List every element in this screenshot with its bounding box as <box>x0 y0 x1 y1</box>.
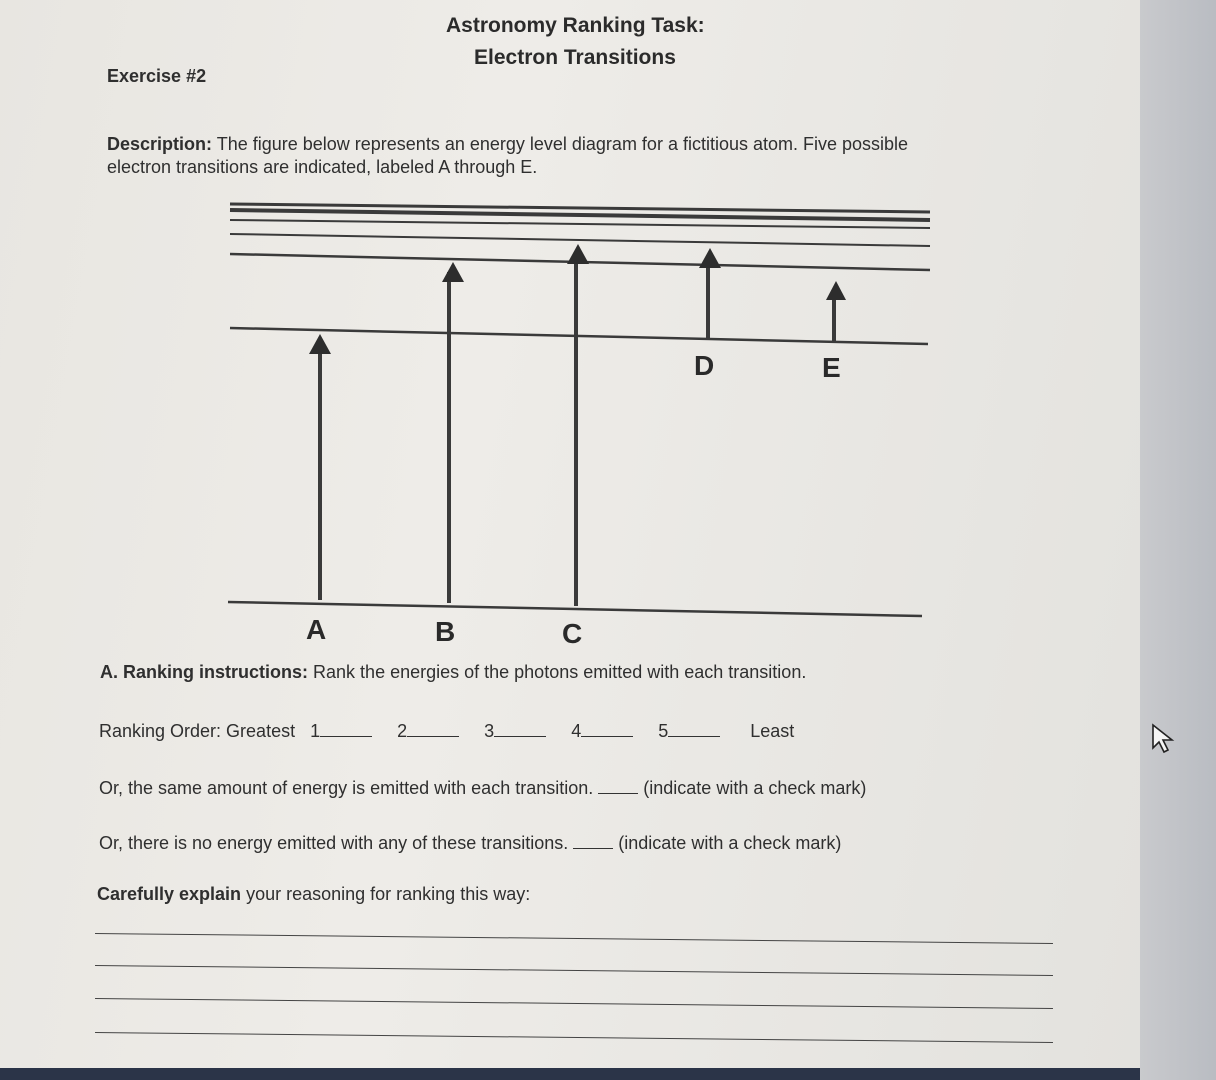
rank-blank-1[interactable] <box>320 718 372 737</box>
rank-slot-number: 2 <box>397 721 408 741</box>
rank-slot-number: 4 <box>571 721 582 741</box>
explain-bold: Carefully explain <box>97 884 242 904</box>
same-energy-text: Or, the same amount of energy is emitted with each transition. <box>99 778 594 798</box>
transition-arrowhead-c <box>567 244 589 264</box>
rank-blank-5[interactable] <box>668 718 720 737</box>
rank-blank-3[interactable] <box>494 718 546 737</box>
mouse-cursor-icon <box>1150 722 1180 756</box>
rank-slot-number: 1 <box>310 721 321 741</box>
ranking-instructions <box>100 662 806 683</box>
explain-prompt <box>97 884 530 905</box>
energy-level-line <box>230 234 930 246</box>
ranking-order-row <box>99 718 794 742</box>
transition-label-d: D <box>694 350 715 381</box>
description-line-2: electron transitions are indicated, labeled A through E. <box>107 157 538 177</box>
rank-slot-number: 5 <box>658 721 669 741</box>
transition-arrowhead-d <box>699 248 721 268</box>
title-line-2: Electron Transitions <box>474 46 676 69</box>
description-label: Description: <box>107 134 213 154</box>
description-text: The figure below represents an energy level diagram for a fictitious atom. Five possible <box>216 134 909 154</box>
transition-arrowhead-a <box>309 334 331 354</box>
energy-level-line <box>230 220 930 228</box>
instructions-text: Rank the energies of the photons emitted with each transition. <box>313 662 807 682</box>
instructions-label: A. Ranking instructions: <box>100 662 309 682</box>
exercise-number: Exercise #2 <box>107 66 207 86</box>
rank-slot-number: 3 <box>484 721 495 741</box>
energy-level-line <box>230 328 928 344</box>
same-energy-hint: (indicate with a check mark) <box>643 778 867 798</box>
no-energy-check-blank[interactable] <box>573 830 613 849</box>
ranking-suffix: Least <box>750 721 795 741</box>
transition-label-c: C <box>562 618 583 649</box>
title-line-1: Astronomy Ranking Task: <box>446 14 705 37</box>
transition-label-a: A <box>306 614 327 645</box>
explain-rest: your reasoning for ranking this way: <box>246 884 531 904</box>
transition-label-b: B <box>435 616 456 647</box>
no-energy-hint: (indicate with a check mark) <box>618 833 842 853</box>
same-energy-option <box>99 775 866 799</box>
no-energy-option <box>99 830 841 854</box>
transition-label-e: E <box>822 352 841 383</box>
transition-arrowhead-e <box>826 281 846 300</box>
rank-blank-2[interactable] <box>407 718 459 737</box>
same-energy-check-blank[interactable] <box>598 775 638 794</box>
no-energy-text: Or, there is no energy emitted with any of these transitions. <box>99 833 569 853</box>
ranking-prefix: Ranking Order: Greatest <box>99 721 296 741</box>
transition-arrowhead-b <box>442 262 464 282</box>
rank-blank-4[interactable] <box>581 718 633 737</box>
